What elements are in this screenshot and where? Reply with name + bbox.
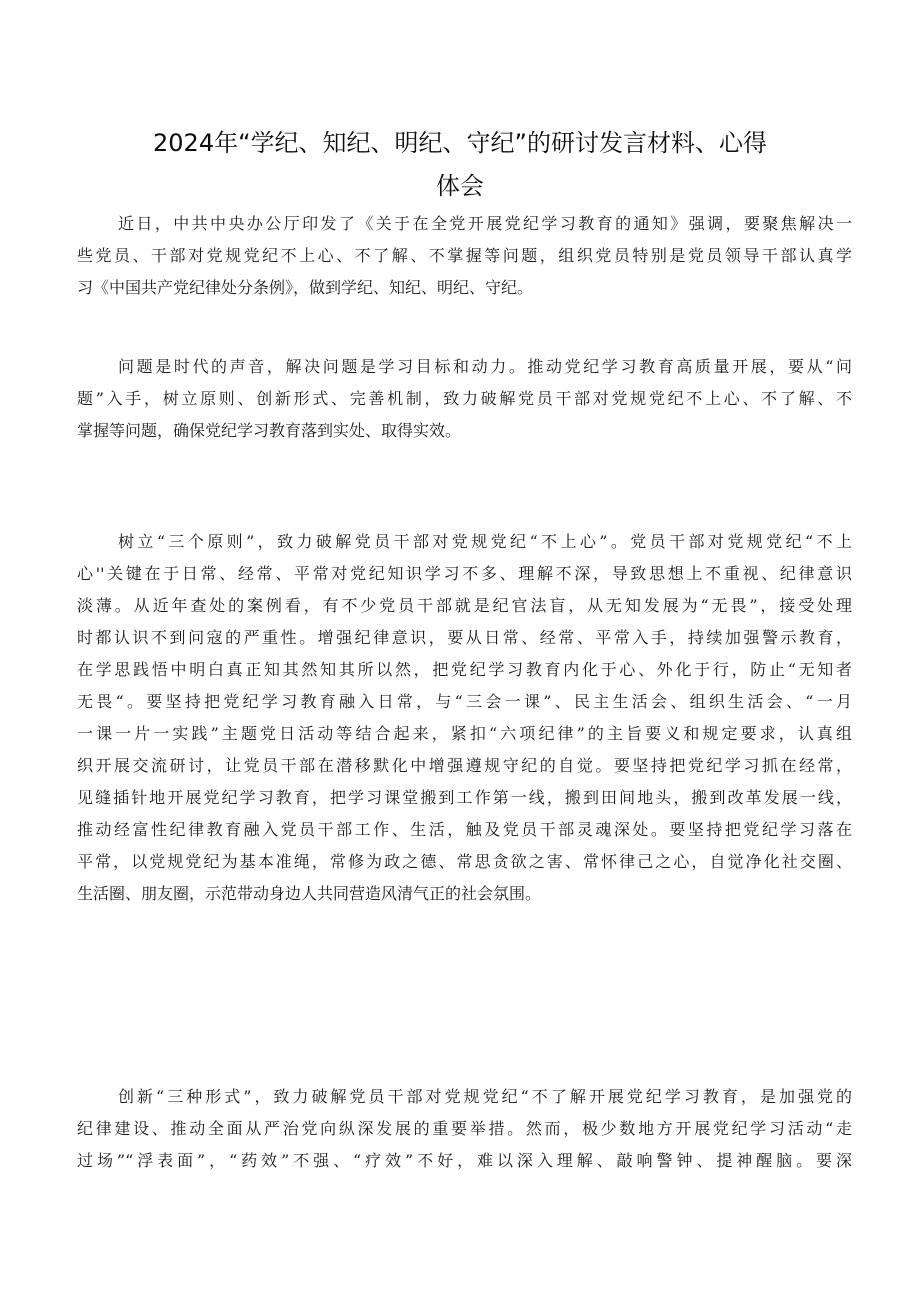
paragraph-line: 掌握等问题，确保党纪学习教育落到实处、取得实效。 — [77, 421, 462, 440]
title-line: 2024年“学纪、知纪、明纪、守纪”的研讨发言材料、心得 — [153, 129, 767, 157]
paragraph-line: 题”入手，树立原则、创新形式、完善机制，致力破解党员干部对党规党纪不上心、不了解、不 — [77, 389, 852, 408]
document-title — [80, 122, 840, 208]
paragraph-line: 创新“三种形式”，致力破解党员干部对党规党纪“不了解开展党纪学习教育，是加强党的 — [118, 1087, 852, 1106]
paragraph-2 — [77, 351, 852, 447]
paragraph-line: 平常，以党规党纪为基本准绳，常修为政之德、常思贪欲之害、常怀律己之心，自觉净化社交圈、 — [77, 852, 852, 871]
paragraph-line: 些党员、干部对党规党纪不上心、不了解、不掌握等问题，组织党员特别是党员领导干部认真学 — [77, 246, 852, 265]
paragraph-line: 树立“三个原则”，致力破解党员干部对党规党纪“不上心”。党员干部对党规党纪“不上 — [118, 532, 852, 551]
paragraph-line: 无畏“。要坚持把党纪学习教育融入日常，与“三会一课”、民主生活会、组织生活会、“一月 — [77, 692, 852, 711]
paragraph-line: 心''关键在于日常、经常、平常对党纪知识学习不多、理解不深，导致思想上不重视、纪律意识 — [77, 564, 852, 583]
title-line: 体会 — [436, 172, 484, 200]
paragraph-line: 生活圈、朋友圈，示范带动身边人共同营造风清气正的社会氛围。 — [77, 884, 542, 903]
paragraph-line: 在学思践悟中明白真正知其然知其所以然，把党纪学习教育内化于心、外化于行，防止“无知者 — [77, 660, 852, 679]
paragraph-line: 一课一片一实践”主题党日活动等结合起来，紧扣“六项纪律”的主旨要义和规定要求，认真组 — [77, 724, 852, 743]
paragraph-line: 推动经富性纪律教育融入党员干部工作、生活，触及党员干部灵魂深处。要坚持把党纪学习落在 — [77, 820, 852, 839]
paragraph-line: 纪律建设、推动全面从严治党向纵深发展的重要举措。然而，极少数地方开展党纪学习活动“走 — [77, 1119, 852, 1138]
paragraph-line: 近日，中共中央办公厅印发了《关于在全党开展党纪学习教育的通知》强调，要聚焦解决一 — [118, 214, 852, 233]
paragraph-line: 见缝插针地开展党纪学习教育，把学习课堂搬到工作第一线，搬到田间地头，搬到改革发展一线， — [77, 788, 852, 807]
paragraph-4 — [77, 1081, 852, 1177]
paragraph-line: 习《中国共产党纪律处分条例》，做到学纪、知纪、明纪、守纪。 — [77, 278, 534, 297]
paragraph-line: 织开展交流研讨，让党员干部在潜移默化中增强遵规守纪的自觉。要坚持把党纪学习抓在经常， — [77, 756, 852, 775]
paragraph-line: 问题是时代的声音，解决问题是学习目标和动力。推动党纪学习教育高质量开展，要从“问 — [118, 357, 852, 376]
paragraph-line: 过场”“浮表面”，“药效”不强、“疗效”不好，难以深入理解、敲响警钟、提神醒脑。要深 — [77, 1151, 852, 1170]
paragraph-line: 时都认识不到问寇的严重性。增强纪律意识，要从日常、经常、平常入手，持续加强警示教育， — [77, 628, 852, 647]
paragraph-1 — [77, 208, 852, 304]
paragraph-line: 淡薄。从近年查处的案例看，有不少党员干部就是纪官法盲，从无知发展为“无畏”，接受处理 — [77, 596, 852, 615]
paragraph-3 — [77, 526, 852, 910]
